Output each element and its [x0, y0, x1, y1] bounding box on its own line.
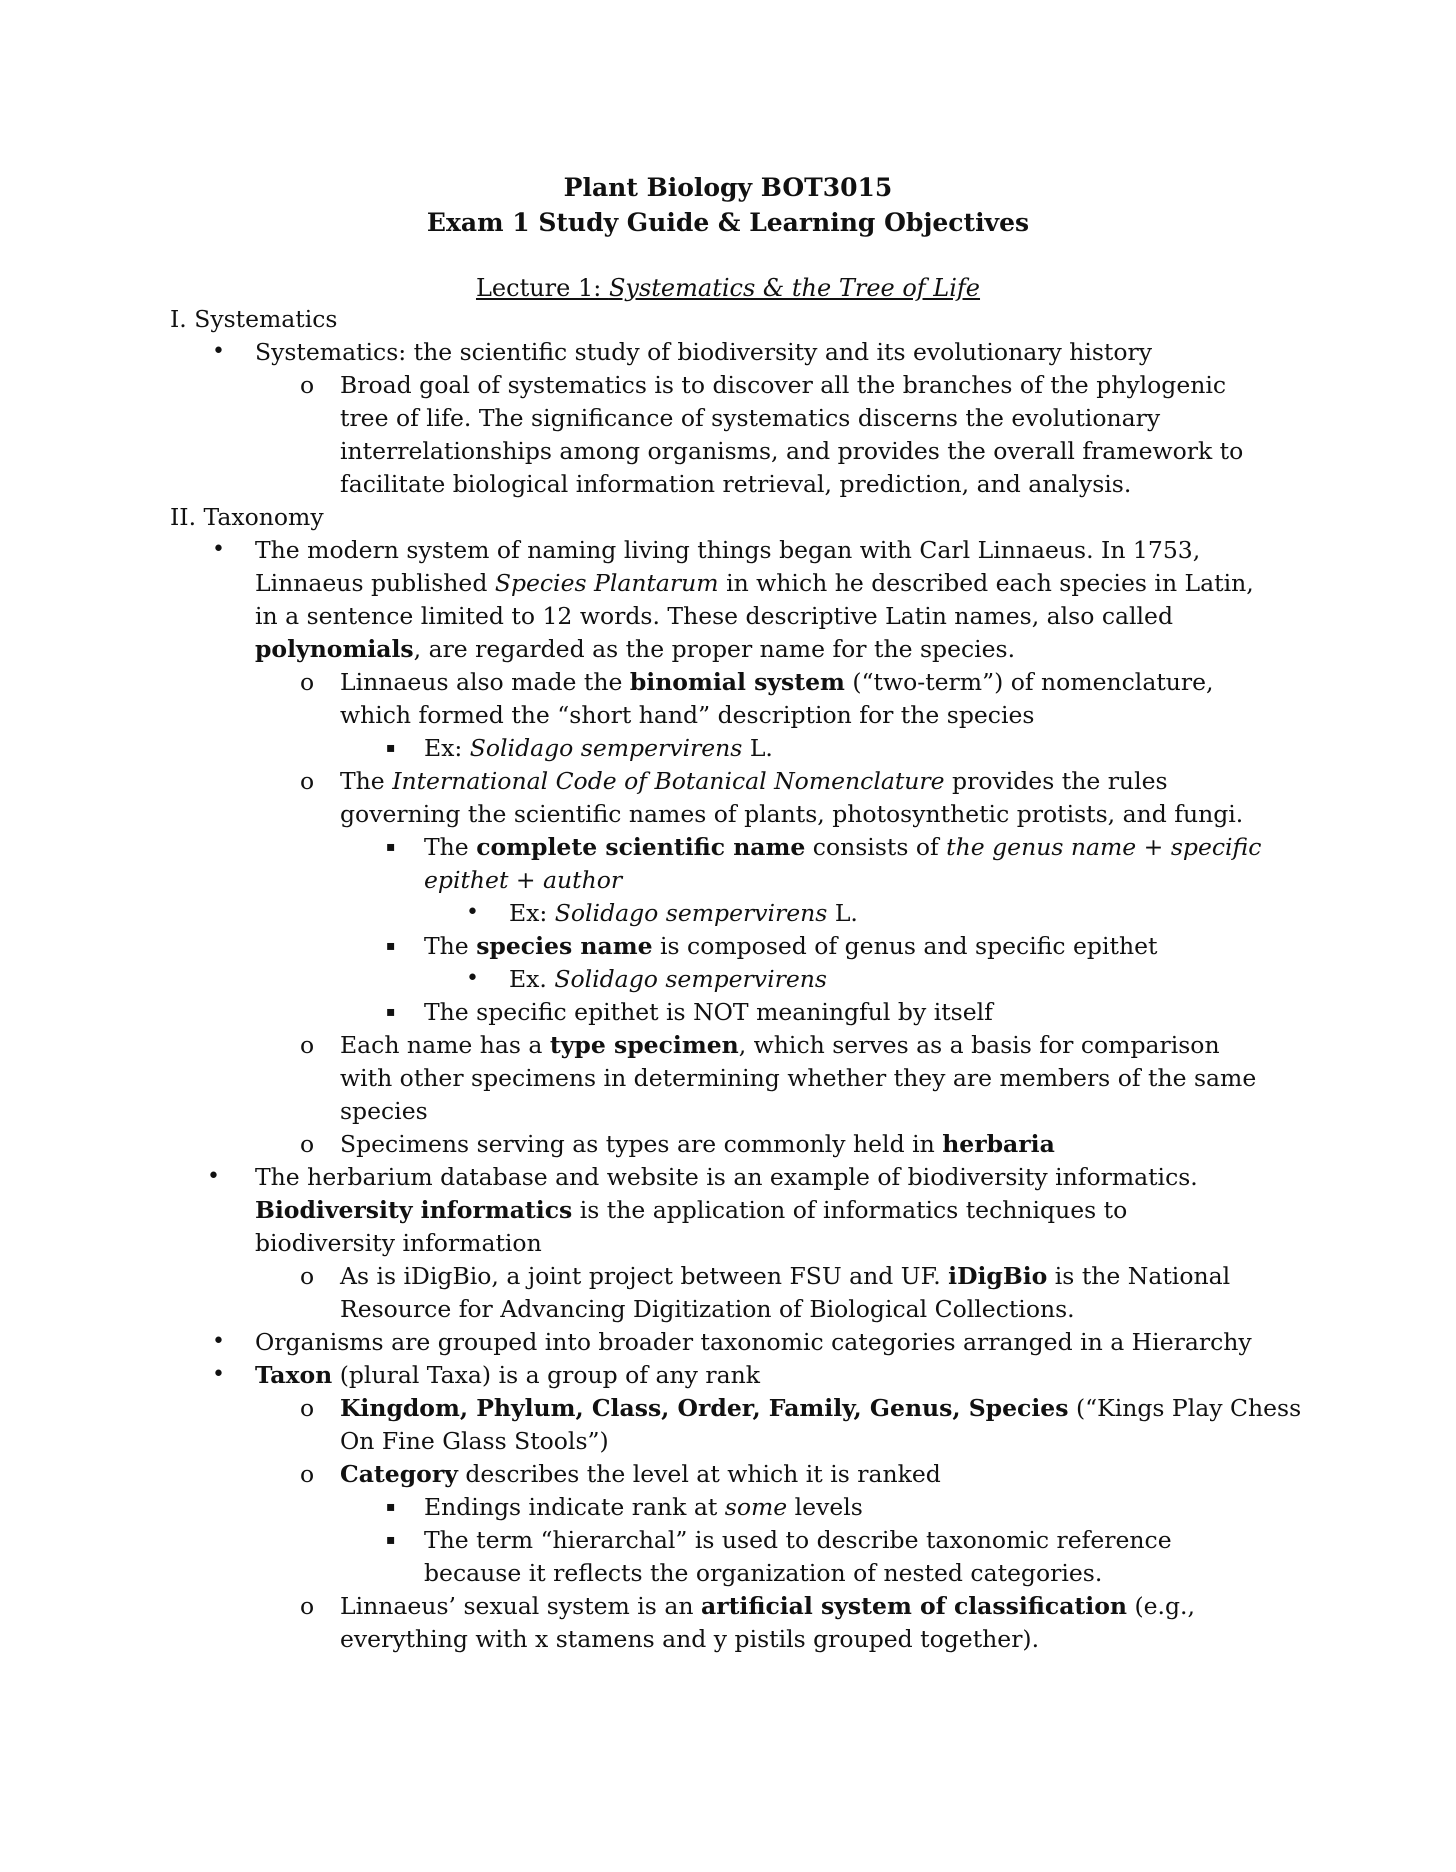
- list-item: • Systematics: the scientific study of biodiversity and its evolutionary history: [212, 338, 1153, 366]
- lecture-prefix: Lecture 1:: [475, 274, 609, 302]
- square-marker: ▪: [386, 839, 396, 855]
- bullet-marker: •: [212, 537, 225, 562]
- square-marker: ▪: [386, 938, 396, 954]
- list-item: ▪ The species name is composed of genus and specific epithet: [386, 932, 1158, 960]
- square-marker: ▪: [386, 1532, 396, 1548]
- list-item: ▪ The complete scientific name consists of the genus name + specific: [386, 833, 1262, 861]
- lecture-topic: Systematics & the Tree of Life: [608, 274, 981, 302]
- list-item: • Taxon (plural Taxa) is a group of any rank: [212, 1361, 761, 1389]
- list-item: • The herbarium database and website is an example of biodiversity informatics.: [207, 1163, 1198, 1191]
- lecture-heading: [0, 272, 1456, 304]
- bullet-marker: •: [212, 1329, 225, 1354]
- list-item-continuation: with other specimens in determining whether they are members of the same: [340, 1064, 1257, 1092]
- list-item-continuation: species: [340, 1097, 428, 1125]
- list-item-continuation: facilitate biological information retrieval, prediction, and analysis.: [340, 470, 1132, 498]
- circle-marker: o: [300, 1130, 315, 1158]
- list-item-continuation: which formed the “short hand” description for the species: [340, 701, 1035, 729]
- list-item: • Ex: Solidago sempervirens L.: [466, 899, 858, 927]
- circle-marker: o: [300, 767, 315, 795]
- list-item: o Category describes the level at which it is ranked: [300, 1460, 941, 1488]
- list-item: o Kingdom, Phylum, Class, Order, Family, Genus, Species (“Kings Play Chess: [300, 1394, 1302, 1422]
- list-item: o Linnaeus also made the binomial system (“two-term”) of nomenclature,: [300, 668, 1214, 696]
- bullet-marker: •: [466, 900, 479, 925]
- list-item: ▪ The specific epithet is NOT meaningful by itself: [386, 998, 993, 1026]
- document-subtitle: Exam 1 Study Guide & Learning Objectives: [426, 208, 1030, 237]
- list-item: ▪ The term “hierarchal” is used to describe taxonomic reference: [386, 1526, 1172, 1554]
- circle-marker: o: [300, 371, 315, 399]
- list-item: o Linnaeus’ sexual system is an artificial system of classification (e.g.,: [300, 1592, 1195, 1620]
- list-item: o As is iDigBio, a joint project between FSU and UF. iDigBio is the National: [300, 1262, 1231, 1290]
- section-heading: II. Taxonomy: [170, 503, 324, 531]
- document-title: Plant Biology BOT3015: [563, 173, 893, 202]
- list-item: • Ex. Solidago sempervirens: [466, 965, 827, 993]
- list-item-continuation: epithet + author: [424, 866, 623, 894]
- list-item-continuation: Biodiversity informatics is the application of informatics techniques to: [255, 1196, 1128, 1224]
- circle-marker: o: [300, 1394, 315, 1422]
- list-item-continuation: because it reflects the organization of nested categories.: [424, 1559, 1103, 1587]
- bullet-marker: •: [207, 1164, 220, 1189]
- bullet-marker: •: [466, 966, 479, 991]
- list-item: o Specimens serving as types are commonly held in herbaria: [300, 1130, 1055, 1158]
- list-item: • Organisms are grouped into broader taxonomic categories arranged in a Hierarchy: [212, 1328, 1252, 1356]
- list-item-continuation: Linnaeus published Species Plantarum in which he described each species in Latin,: [255, 569, 1254, 597]
- list-item-continuation: On Fine Glass Stools”): [340, 1427, 609, 1455]
- list-item: o The International Code of Botanical Nomenclature provides the rules: [300, 767, 1168, 795]
- list-item-continuation: Resource for Advancing Digitization of Biological Collections.: [340, 1295, 1075, 1323]
- circle-marker: o: [300, 1592, 315, 1620]
- list-item: ▪ Endings indicate rank at some levels: [386, 1493, 863, 1521]
- bullet-marker: •: [212, 339, 225, 364]
- square-marker: ▪: [386, 1499, 396, 1515]
- circle-marker: o: [300, 1262, 315, 1290]
- title-block: [0, 170, 1456, 240]
- list-item: ▪ Ex: Solidago sempervirens L.: [386, 734, 773, 762]
- list-item-continuation: interrelationships among organisms, and provides the overall framework to: [340, 437, 1244, 465]
- circle-marker: o: [300, 668, 315, 696]
- list-item: • The modern system of naming living things began with Carl Linnaeus. In 1753,: [212, 536, 1201, 564]
- circle-marker: o: [300, 1460, 315, 1488]
- list-item: o Broad goal of systematics is to discover all the branches of the phylogenic: [300, 371, 1227, 399]
- circle-marker: o: [300, 1031, 315, 1059]
- list-item-continuation: tree of life. The significance of systematics discerns the evolutionary: [340, 404, 1161, 432]
- list-item-continuation: polynomials, are regarded as the proper name for the species.: [255, 635, 1016, 663]
- list-item-continuation: governing the scientific names of plants, photosynthetic protists, and fungi.: [340, 800, 1244, 828]
- square-marker: ▪: [386, 1004, 396, 1020]
- section-heading: I. Systematics: [170, 305, 338, 333]
- list-item: o Each name has a type specimen, which serves as a basis for comparison: [300, 1031, 1220, 1059]
- list-item-continuation: everything with x stamens and y pistils grouped together).: [340, 1625, 1040, 1653]
- list-item-continuation: in a sentence limited to 12 words. These descriptive Latin names, also called: [255, 602, 1174, 630]
- list-item-continuation: biodiversity information: [255, 1229, 542, 1257]
- bullet-marker: •: [212, 1362, 225, 1387]
- square-marker: ▪: [386, 740, 396, 756]
